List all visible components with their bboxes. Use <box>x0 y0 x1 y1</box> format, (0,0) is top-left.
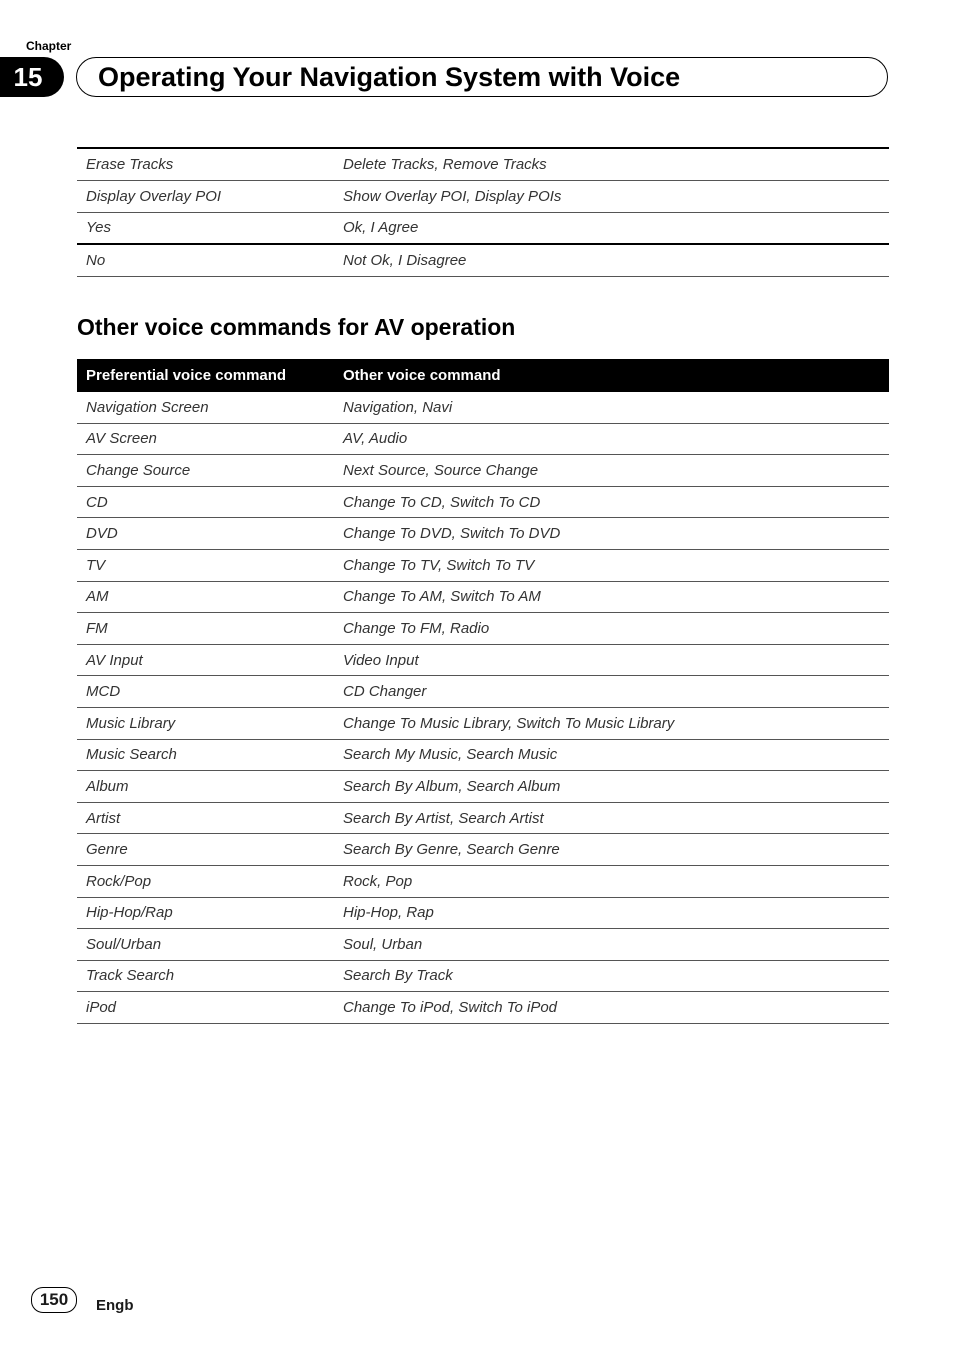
other-command-cell: Not Ok, I Disagree <box>334 244 889 276</box>
other-command-cell: Change To FM, Radio <box>334 613 889 645</box>
preferential-command-cell: Artist <box>77 802 334 834</box>
table-row <box>77 518 889 550</box>
other-command-cell: Search My Music, Search Music <box>334 739 889 771</box>
top-command-table <box>77 147 889 277</box>
preferential-command-cell: Hip-Hop/Rap <box>77 897 334 929</box>
table-row <box>77 486 889 518</box>
page-title: Operating Your Navigation System with Voice <box>98 62 681 92</box>
other-command-cell: Soul, Urban <box>334 929 889 961</box>
preferential-command-cell: MCD <box>77 676 334 708</box>
preferential-command-cell: Navigation Screen <box>77 392 334 423</box>
preferential-command-cell: AV Input <box>77 644 334 676</box>
table-row <box>77 992 889 1024</box>
other-command-cell: Navigation, Navi <box>334 392 889 423</box>
table-row <box>77 771 889 803</box>
other-command-cell: Change To iPod, Switch To iPod <box>334 992 889 1024</box>
preferential-command-cell: iPod <box>77 992 334 1024</box>
other-command-cell: Change To AM, Switch To AM <box>334 581 889 613</box>
other-command-cell: Search By Artist, Search Artist <box>334 802 889 834</box>
table-row <box>77 802 889 834</box>
table-row <box>77 423 889 455</box>
preferential-command-cell: Genre <box>77 834 334 866</box>
other-command-cell: Next Source, Source Change <box>334 455 889 487</box>
other-command-cell: Video Input <box>334 644 889 676</box>
table-row <box>77 392 889 423</box>
preferential-command-cell: TV <box>77 549 334 581</box>
table-row <box>77 613 889 645</box>
other-command-cell: Change To Music Library, Switch To Music Library <box>334 707 889 739</box>
column-header-other: Other voice command <box>334 359 889 392</box>
preferential-command-cell: Display Overlay POI <box>77 180 334 212</box>
table-row <box>77 549 889 581</box>
other-command-cell: Search By Track <box>334 960 889 992</box>
av-command-table <box>77 359 889 1024</box>
preferential-command-cell: AV Screen <box>77 423 334 455</box>
other-command-cell: Show Overlay POI, Display POIs <box>334 180 889 212</box>
table-row <box>77 455 889 487</box>
preferential-command-cell: Yes <box>77 212 334 244</box>
table-header-row <box>77 359 889 392</box>
preferential-command-cell: Music Library <box>77 707 334 739</box>
other-command-cell: Change To TV, Switch To TV <box>334 549 889 581</box>
preferential-command-cell: FM <box>77 613 334 645</box>
chapter-label: Chapter <box>26 39 72 53</box>
preferential-command-cell: No <box>77 244 334 276</box>
table-row <box>77 244 889 276</box>
table-row <box>77 180 889 212</box>
other-command-cell: Change To CD, Switch To CD <box>334 486 889 518</box>
chapter-number: 15 <box>13 62 43 92</box>
table-row <box>77 739 889 771</box>
preferential-command-cell: Track Search <box>77 960 334 992</box>
page-number: 150 <box>31 1287 77 1313</box>
other-command-cell: Ok, I Agree <box>334 212 889 244</box>
table-row <box>77 960 889 992</box>
column-header-preferential: Preferential voice command <box>77 359 334 392</box>
section-heading: Other voice commands for AV operation <box>77 314 516 340</box>
other-command-cell: Rock, Pop <box>334 865 889 897</box>
table-row <box>77 865 889 897</box>
preferential-command-cell: CD <box>77 486 334 518</box>
table-row <box>77 581 889 613</box>
language-code: Engb <box>96 1297 134 1314</box>
table-row <box>77 212 889 244</box>
other-command-cell: Hip-Hop, Rap <box>334 897 889 929</box>
other-command-cell: Search By Genre, Search Genre <box>334 834 889 866</box>
preferential-command-cell: Erase Tracks <box>77 148 334 180</box>
preferential-command-cell: Soul/Urban <box>77 929 334 961</box>
other-command-cell: Delete Tracks, Remove Tracks <box>334 148 889 180</box>
preferential-command-cell: DVD <box>77 518 334 550</box>
table-row <box>77 897 889 929</box>
table-row <box>77 148 889 180</box>
other-command-cell: AV, Audio <box>334 423 889 455</box>
table-row <box>77 834 889 866</box>
table-row <box>77 929 889 961</box>
preferential-command-cell: AM <box>77 581 334 613</box>
table-row <box>77 676 889 708</box>
other-command-cell: CD Changer <box>334 676 889 708</box>
preferential-command-cell: Change Source <box>77 455 334 487</box>
table-row <box>77 707 889 739</box>
other-command-cell: Search By Album, Search Album <box>334 771 889 803</box>
preferential-command-cell: Rock/Pop <box>77 865 334 897</box>
preferential-command-cell: Music Search <box>77 739 334 771</box>
other-command-cell: Change To DVD, Switch To DVD <box>334 518 889 550</box>
table-row <box>77 644 889 676</box>
preferential-command-cell: Album <box>77 771 334 803</box>
